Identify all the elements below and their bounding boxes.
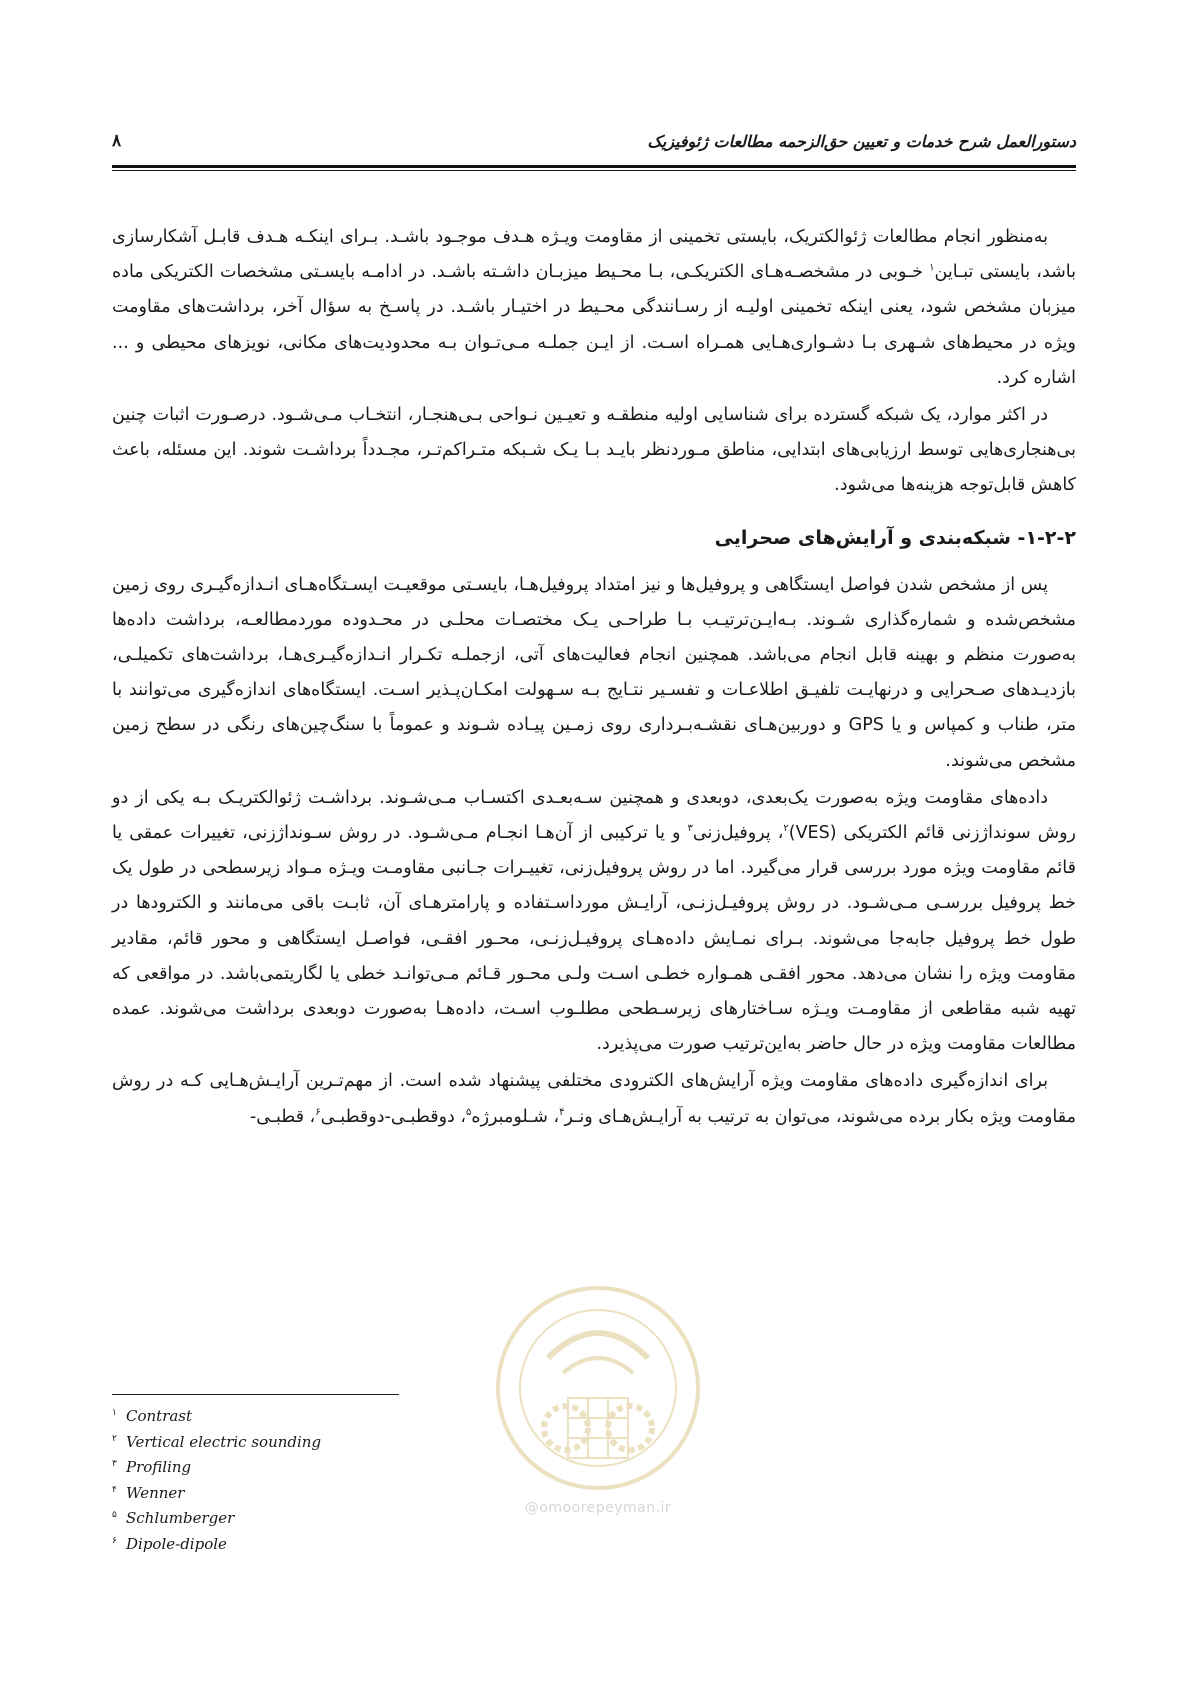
paragraph-4: داده‌های مقاومت ویژه به‌صورت یک‌بعدی، دوبعدی و همچنین سـه‌بعـدی اکتسـاب مـی‌شـوند. برداشـت ژئوالکتریـک بـه یکی از دو روش سونداژزنی قائم الکتریکی (VES)$^۲$، پروفیل‌زنی$^۳$ و یا ترکیبی از آن‌هـا انجـام مـی‌شـود. در روش سـونداژزنی، تغییرات عمقی یا قائم مقاومت ویژه مورد بررسی قرار می‌گیرد. اما در روش پروفیل‌زنی، تغییـرات جـانبی مقاومـت ویـژه مـواد زیرسطحی در طول یک خط پروفیل بررسـی مـی‌شـود. در روش پروفیـل‌زنـی، آرایـش مورداسـتفاده و پارامترهـای آن، ثابـت باقی می‌مانند و الکترودها در طول خط پروفیل جابه‌جا می‌شوند. بـرای نمـایش داده‌هـای پروفیـل‌زنـی، محـور افقـی، فواصـل ایستگاهی و محور قائم، مقادیر مقاومت ویژه را نشان می‌دهد. محور افقـی همـواره خطـی اسـت ولـی محـور قـائم مـی‌توانـد خطی یا لگاریتمی‌باشد. در مواقعی که تهیه شبه مقاطعی از مقاومـت ویـژه سـاختارهای زیرسـطحی مطلـوب اسـت، داده‌هـا به‌صورت دوبعدی برداشت می‌شوند. عمده مطالعات مقاومت ویژه در حال حاضر به‌این‌ترتیب صورت می‌پذیرد. — [112, 787, 1076, 1055]
footnotes — [112, 1404, 532, 1558]
footnote-2: ۲ Vertical electric sounding — [112, 1432, 322, 1451]
footnote-ref-5: ۵ — [466, 1106, 472, 1118]
section-heading: ۱-۲-۲- شبکه‌بندی و آرایش‌های صحرایی — [714, 526, 1076, 549]
footnote-6: ۶ Dipole-dipole — [112, 1534, 227, 1553]
header-rule-thick — [112, 165, 1076, 168]
footnote-rule — [112, 1394, 399, 1395]
footnote-ref-2: ۲ — [783, 823, 789, 835]
page-header — [112, 128, 1076, 162]
paragraph-5: برای اندازه‌گیری داده‌های مقاومت ویژه آرایش‌های الکترودی مختلفی پیشنهاد شده است. از مهم‌تـرین آرایـش‌هـایی کـه در روش مقاومت ویژه بکار برده می‌شوند، می‌توان به ترتیب به آرایـش‌هـای ونـر$^۴$، شـلومبرژه$^۵$، دوقطبـی-دوقطبـی$^۶$، قطبـی- — [112, 1071, 1076, 1127]
running-title: دستورالعمل شرح خدمات و تعیین حق‌الزحمه مطالعات ژئوفیزیک — [647, 132, 1076, 151]
footnote-ref-3: ۳ — [687, 823, 693, 835]
footnote-3: ۳ Profiling — [112, 1458, 192, 1477]
paragraph-1: به‌منظور انجام مطالعات ژئوالکتریک، بایستی تخمینی از مقاومت ویـژه هـدف موجـود باشـد. بـرای اینکـه هـدف قابـل آشکارسازی باشد، بایستی تبـاین$^۱$ خـوبی در مشخصـه‌هـای الکتریکـی، بـا محـیط میزبـان داشـته باشـد. در ادامـه بایسـتی مشخصات الکتریکی ماده میزبان مشخص شود، یعنی اینکه تخمینی اولیـه از رسـانندگی محـیط در اختیـار باشـد. در پاسـخ به سؤال آخر، برداشت‌های مقاومت ویژه در محیط‌های شـهری بـا دشـواری‌هـایی همـراه اسـت. از ایـن جملـه مـی‌تـوان بـه محدودیت‌های مکانی، نویزهای محیطی و ... اشاره کرد. — [112, 227, 1076, 388]
footnote-ref-4: ۴ — [559, 1106, 565, 1118]
paragraph-3: پس از مشخص شدن فواصل ایستگاهی و پروفیل‌ها و نیز امتداد پروفیل‌هـا، بایسـتی موقعیـت ایسـتگاه‌هـای انـدازه‌گیـری روی زمین مشخص‌شده و شماره‌گذاری شـوند. بـه‌ایـن‌ترتیـب بـا طراحـی یـک مختصـات محلـی در محـدوده موردمطالعـه، برداشت داده‌ها به‌صورت منظم و بهینه قابل انجام می‌باشد. همچنین انجام فعالیت‌های آتی، ازجملـه تکـرار انـدازه‌گیـری‌هـا، برداشت‌های تکمیلـی، بازدیـدهای صـحرایی و درنهایـت تلفیـق اطلاعـات و تفسـیر نتـایج بـه سـهولت امکـان‌پـذیر اسـت. ایستگاه‌های اندازه‌گیری می‌توانند با متر، طناب و کمپاس و یا GPS و دوربین‌هـای نقشـه‌بـرداری روی زمـین پیـاده شـوند و عموماً با سنگ‌چین‌های رنگی در سطح زمین مشخص می‌شوند. — [112, 574, 1076, 771]
footnote-ref-1: ۱ — [929, 262, 935, 274]
footnote-1: ۱ Contrast — [112, 1407, 193, 1425]
paragraph-2: در اکثر موارد، یک شبکه گسترده برای شناسایی اولیه منطقـه و تعیـین نـواحی بـی‌هنجـار، انتخـاب مـی‌شـود. درصـورت اثبات چنین بی‌هنجاری‌هایی توسط ارزیابی‌های ابتدایی، مناطق مـوردنظر بایـد بـا یـک شـبکه متـراکم‌تـر، مجـدداً برداشـت شوند. این مسئله، باعث کاهش قابل‌توجه هزینه‌ها می‌شود. — [112, 405, 1076, 496]
watermark-url: @omoorepeyman.ir — [524, 1500, 672, 1516]
footnote-5: ۵ Schlumberger — [112, 1509, 235, 1528]
footnote-ref-6: ۶ — [315, 1106, 321, 1118]
body-text — [112, 220, 1076, 1137]
footnote-4: ۴ Wenner — [112, 1483, 185, 1502]
page-number: ۸ — [112, 131, 122, 151]
header-rule-thin — [112, 170, 1076, 171]
